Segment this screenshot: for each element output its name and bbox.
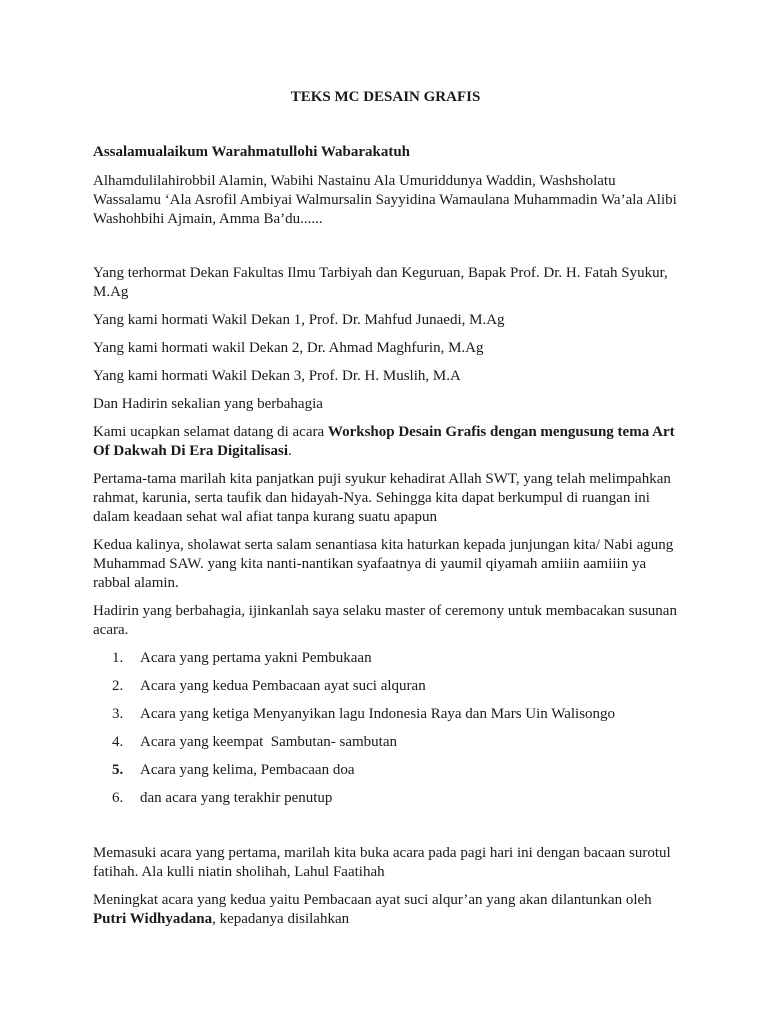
first-event-paragraph: Memasuki acara yang pertama, marilah kita buka acara pada pagi hari ini dengan bacaan surotul fatihah. Ala kulli niatin sholihah, Lahul Faatihah xyxy=(93,845,671,880)
agenda-number: 3. xyxy=(112,706,124,722)
agenda-number: 2. xyxy=(112,678,124,694)
agenda-text: Acara yang keempat Sambutan- sambutan xyxy=(140,734,397,750)
salawat-paragraph: Kedua kalinya, sholawat serta salam senantiasa kita haturkan kepada junjungan kita/ Nabi agung Muhammad SAW. yang kita nanti-nantikan syafaatnya di yaumil qiyamah amiiin aamiiin ya rabbal alamin. xyxy=(93,537,674,591)
greeting: Assalamualaikum Warahmatullohi Wabarakatuh xyxy=(93,144,411,160)
second-event-suffix: , kepadanya disilahkan xyxy=(212,911,350,927)
event-name: Workshop Desain Grafis dengan mengusung tema Art Of Dakwah Di Era Digitalisasi xyxy=(93,424,675,459)
honorific-vice-dean-1: Yang kami hormati Wakil Dekan 1, Prof. Dr. Mahfud Junaedi, M.Ag xyxy=(93,312,505,328)
agenda-item xyxy=(93,705,678,724)
opening-paragraph: Alhamdulilahirobbil Alamin, Wabihi Nastainu Ala Umuriddunya Waddin, Washsholatu Wassalamu ‘Ala Asrofil Ambiyai Walmursalin Sayyidina Wamaulana Muhammadin Wa’ala Alibi Washohbihi Ajmain, Amma Ba’du...... xyxy=(93,173,677,227)
welcome-prefix: Kami ucapkan selamat datang di acara xyxy=(93,424,328,440)
agenda-text: Acara yang kelima, Pembacaan doa xyxy=(140,762,355,778)
agenda-number: 1. xyxy=(112,650,124,666)
honorific-vice-dean-2: Yang kami hormati wakil Dekan 2, Dr. Ahmad Maghfurin, M.Ag xyxy=(93,340,484,356)
agenda-item xyxy=(93,733,678,752)
welcome-paragraph xyxy=(93,423,678,461)
agenda-number: 6. xyxy=(112,790,124,806)
document-title: TEKS MC DESAIN GRAFIS xyxy=(290,89,481,105)
agenda-intro: Hadirin yang berbahagia, ijinkanlah saya selaku master of ceremony untuk membacakan susunan acara. xyxy=(93,603,677,638)
agenda-number: 5. xyxy=(112,762,124,778)
gratitude-paragraph: Pertama-tama marilah kita panjatkan puji syukur kehadirat Allah SWT, yang telah melimpahkan rahmat, karunia, serta taufik dan hidayah-Nya. Sehingga kita dapat berkumpul di ruangan ini dalam keadaan sehat wal afiat tanpa kurang suatu apapun xyxy=(93,471,671,525)
honorific-dean: Yang terhormat Dekan Fakultas Ilmu Tarbiyah dan Keguruan, Bapak Prof. Dr. H. Fatah Syukur, M.Ag xyxy=(93,265,668,300)
agenda-text: Acara yang ketiga Menyanyikan lagu Indonesia Raya dan Mars Uin Walisongo xyxy=(140,706,616,722)
honorific-audience: Dan Hadirin sekalian yang berbahagia xyxy=(93,396,323,412)
second-event-prefix: Meningkat acara yang kedua yaitu Pembacaan ayat suci alqur’an yang akan dilantunkan oleh xyxy=(93,892,652,908)
agenda-text: dan acara yang terakhir penutup xyxy=(140,790,333,806)
agenda-item xyxy=(93,761,678,780)
honorific-vice-dean-3: Yang kami hormati Wakil Dekan 3, Prof. Dr. H. Muslih, M.A xyxy=(93,368,461,384)
agenda-item xyxy=(93,789,678,808)
agenda-number: 4. xyxy=(112,734,124,750)
document-page xyxy=(93,88,678,938)
welcome-suffix: . xyxy=(288,443,292,459)
agenda-text: Acara yang pertama yakni Pembukaan xyxy=(140,650,372,666)
agenda-item xyxy=(93,677,678,696)
second-event-paragraph xyxy=(93,891,678,929)
agenda-text: Acara yang kedua Pembacaan ayat suci alquran xyxy=(140,678,426,694)
agenda-list xyxy=(93,649,678,808)
agenda-item xyxy=(93,649,678,668)
reciter-name: Putri Widhyadana xyxy=(93,911,213,927)
